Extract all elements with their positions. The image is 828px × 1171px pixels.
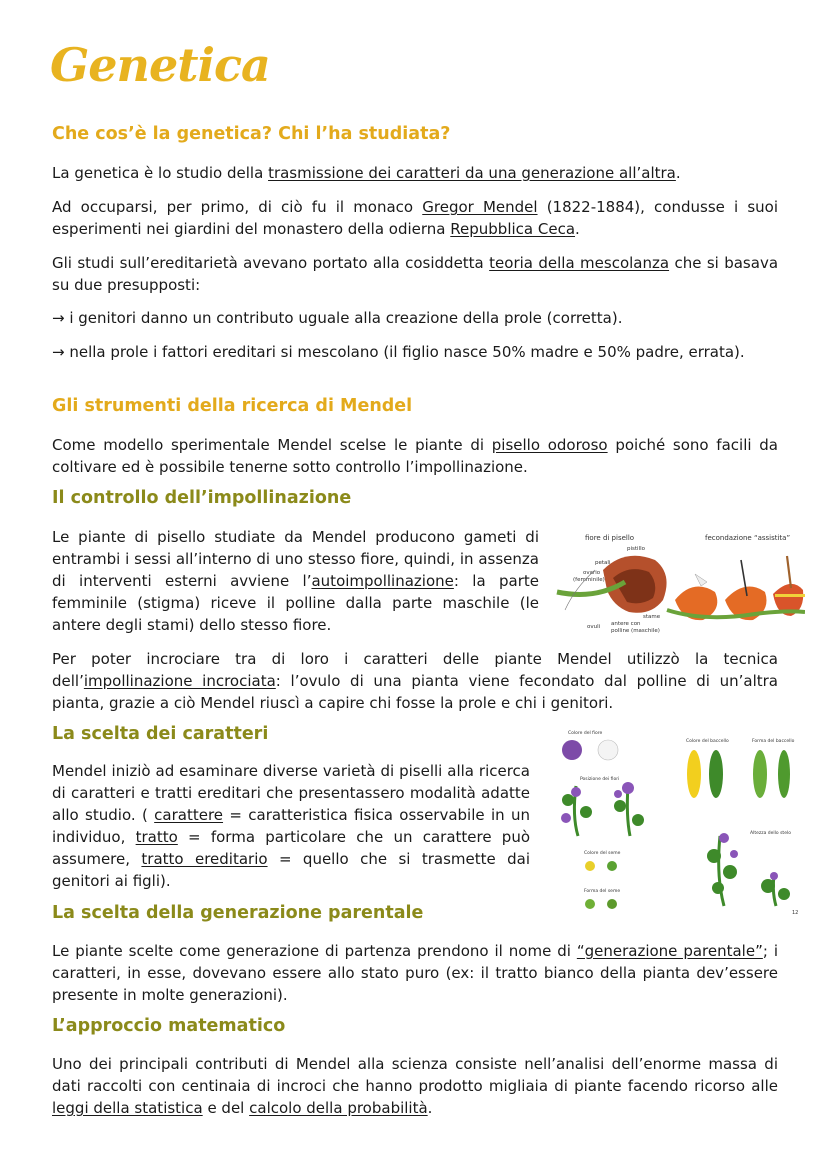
svg-text:Colore del baccello: Colore del baccello [686, 739, 729, 744]
yellow-seed [585, 861, 595, 871]
yellow-pod [687, 750, 701, 798]
svg-text:ovuli: ovuli [587, 624, 601, 630]
section-heading-pollination: Il controllo dell’impollinazione [52, 488, 352, 508]
green-pod [709, 750, 723, 798]
section-heading-characters: La scelta dei caratteri [52, 724, 269, 744]
scissors-icon [695, 574, 707, 586]
paragraph: Le piante di pisello studiate da Mendel producono gameti di entrambi i sessi all’interno di uno stesso fiore, quindi, in assenza di interventi esterni avviene l’autoimpollinazione: la parte femminile (stigma) riceve il polline dalla parte maschile (le antere degli stami) dello stesso fiore. [52, 528, 539, 634]
paragraph: La genetica è lo studio della trasmissione dei caratteri da una generazione all’altra. [52, 164, 681, 182]
bullet-item: → nella prole i fattori ereditari si mescolano (il figlio nasce 50% madre e 50% padre, errata). [52, 343, 745, 361]
svg-text:fiore di pisello: fiore di pisello [585, 534, 635, 542]
paragraph: Uno dei principali contributi di Mendel alla scienza consiste nell’analisi dell’enorme massa di dati raccolti con centinaia di incroci che hanno prodotto migliaia di piante facendo ricorso alle leggi della statistica e del calcolo della probabilità. [52, 1055, 778, 1117]
inflated-pod [753, 750, 767, 798]
svg-text:stame: stame [643, 614, 661, 620]
wrinkled-seed [607, 899, 617, 909]
plant-stem [773, 876, 776, 906]
paragraph: Per poter incrociare tra di loro i caratteri delle piante Mendel utilizzò la tecnica dell’impollinazione incrociata: l’ovulo di una pianta viene fecondato dal polline di un’altra pianta, grazie a ciò Mendel riuscì a capire chi fosse la prole e chi i genitori. [52, 650, 778, 712]
section-heading-tools: Gli strumenti della ricerca di Mendel [52, 396, 413, 416]
svg-text:Altezza dello stelo: Altezza dello stelo [750, 831, 791, 836]
paragraph: Come modello sperimentale Mendel scelse le piante di pisello odoroso poiché sono facili da coltivare ed è possibile tenerne sotto controllo l’impollinazione. [52, 436, 778, 476]
section-heading-math: L’approccio matematico [52, 1016, 286, 1036]
brush-icon [787, 556, 791, 588]
pea-flower-figure [555, 530, 805, 638]
page-title: Genetica [50, 38, 270, 92]
purple-flower [562, 740, 582, 760]
paragraph: Mendel iniziò ad esaminare diverse varietà di piselli alla ricerca di caratteri e tratti ereditari che presentassero modalità adatte allo studio. ( carattere = caratteristica fisica osservabile in un individuo, tratto = forma particolare che un carattere può assumere, tratto ereditario = quello che si trasmette dai genitori ai figli). [52, 762, 530, 890]
paragraph: Le piante scelte come generazione di partenza prendono il nome di “generazione parentale”; i caratteri, in esse, dovevano essere allo stato puro (ex: il tratto bianco della pianta dev’essere presente in molte generazioni). [52, 942, 778, 1004]
svg-text:Colore del fiore: Colore del fiore [568, 731, 603, 736]
svg-text:antere con: antere con [611, 621, 641, 627]
svg-text:Forma del baccello: Forma del baccello [752, 739, 795, 744]
white-flower [598, 740, 618, 760]
svg-text:Forma del seme: Forma del seme [584, 889, 621, 894]
svg-text:Colore del seme: Colore del seme [584, 851, 621, 856]
svg-text:ovario: ovario [583, 570, 601, 576]
svg-text:petali: petali [595, 560, 611, 566]
green-seed [607, 861, 617, 871]
paragraph: Gli studi sull’ereditarietà avevano portato alla cosiddetta teoria della mescolanza che si basava su due presupposti: [52, 254, 779, 294]
mendel-characters-figure [548, 726, 806, 922]
section-heading-parental: La scelta della generazione parentale [52, 903, 424, 923]
round-seed [585, 899, 595, 909]
svg-text:fecondazione “assistita”: fecondazione “assistita” [705, 534, 791, 542]
svg-text:Posizione dei fiori: Posizione dei fiori [580, 777, 620, 782]
svg-text:12: 12 [792, 910, 799, 916]
constricted-pod [778, 750, 790, 798]
bullet-item: → i genitori danno un contributo uguale alla creazione della prole (corretta). [52, 309, 623, 327]
paragraph: Ad occuparsi, per primo, di ciò fu il monaco Gregor Mendel (1822-1884), condusse i suoi esperimenti nei giardini del monastero della odierna Repubblica Ceca. [52, 198, 778, 238]
svg-text:pistillo: pistillo [627, 546, 645, 552]
section-heading-genetics: Che cos’è la genetica? Chi l’ha studiata? [52, 124, 451, 144]
pollen-strip [775, 594, 805, 597]
svg-text:polline (maschile): polline (maschile) [611, 628, 660, 634]
svg-text:(femminile): (femminile) [573, 577, 605, 583]
